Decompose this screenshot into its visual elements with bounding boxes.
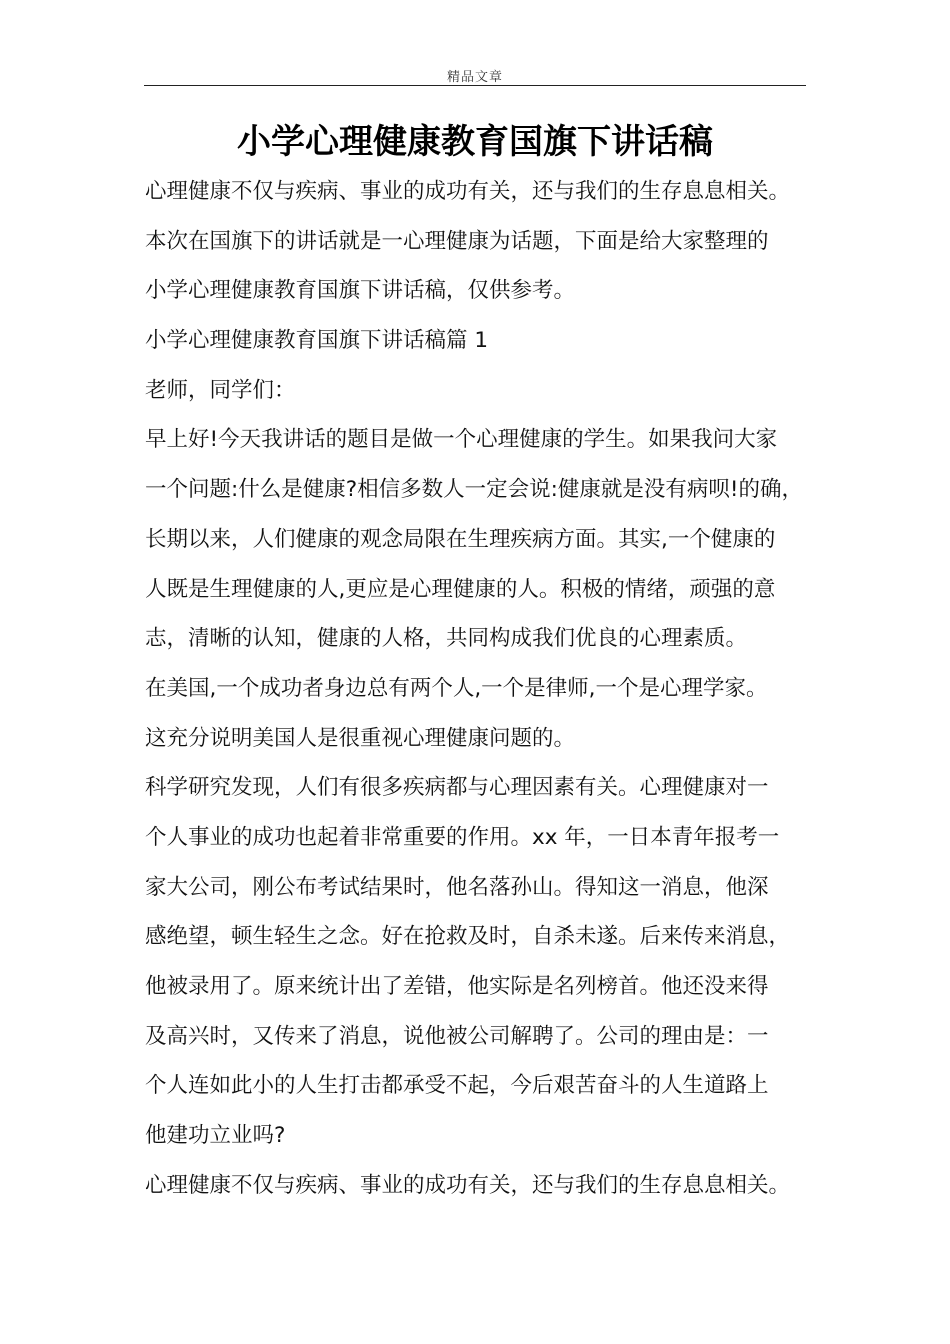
salutation: 老师，同学们： (145, 377, 296, 403)
body-line: 家大公司，刚公布考试结果时，他名落孙山。得知这一消息，他深 (145, 874, 769, 900)
body-line: 个人事业的成功也起着非常重要的作用。xx 年，一日本青年报考一 (145, 824, 780, 850)
body-line: 个人连如此小的人生打击都承受不起，今后艰苦奋斗的人生道路上 (145, 1073, 769, 1099)
body-line: 他建功立业吗? (145, 1123, 286, 1149)
header-label: 精品文章 (446, 70, 503, 85)
body-line: 小学心理健康教育国旗下讲话稿，仅供参考。 (145, 278, 576, 304)
section-heading: 小学心理健康教育国旗下讲话稿篇 1 (145, 328, 489, 354)
body-line: 志，清晰的认知，健康的人格，共同构成我们优良的心理素质。 (145, 626, 748, 652)
body-line: 这充分说明美国人是很重视心理健康问题的。 (145, 725, 576, 751)
body-line: 心理健康不仅与疾病、事业的成功有关，还与我们的生存息息相关。 (145, 1172, 791, 1198)
body-line: 一个问题:什么是健康?相信多数人一定会说:健康就是没有病呗!的确， (145, 477, 804, 503)
document-body (145, 167, 825, 1210)
body-line: 人既是生理健康的人,更应是心理健康的人。积极的情绪，顽强的意 (145, 576, 776, 602)
body-line: 及高兴时，又传来了消息，说他被公司解聘了。公司的理由是：一 (145, 1023, 769, 1049)
body-line: 心理健康不仅与疾病、事业的成功有关，还与我们的生存息息相关。 (145, 179, 791, 204)
body-line: 在美国,一个成功者身边总有两个人,一个是律师,一个是心理学家。 (145, 675, 768, 701)
body-line: 本次在国旗下的讲话就是一心理健康为话题，下面是给大家整理的 (145, 228, 769, 254)
body-line: 早上好!今天我讲话的题目是做一个心理健康的学生。如果我问大家 (145, 427, 778, 453)
document-title: 小学心理健康教育国旗下讲话稿 (237, 122, 713, 162)
body-line: 感绝望，顿生轻生之念。好在抢救及时，自杀未遂。后来传来消息， (145, 924, 791, 950)
body-line: 他被录用了。原来统计出了差错，他实际是名列榜首。他还没来得 (145, 974, 769, 999)
header-divider (144, 85, 806, 86)
body-line: 科学研究发现，人们有很多疾病都与心理因素有关。心理健康对一 (145, 775, 769, 801)
body-line: 长期以来，人们健康的观念局限在生理疾病方面。其实,一个健康的 (145, 526, 776, 552)
